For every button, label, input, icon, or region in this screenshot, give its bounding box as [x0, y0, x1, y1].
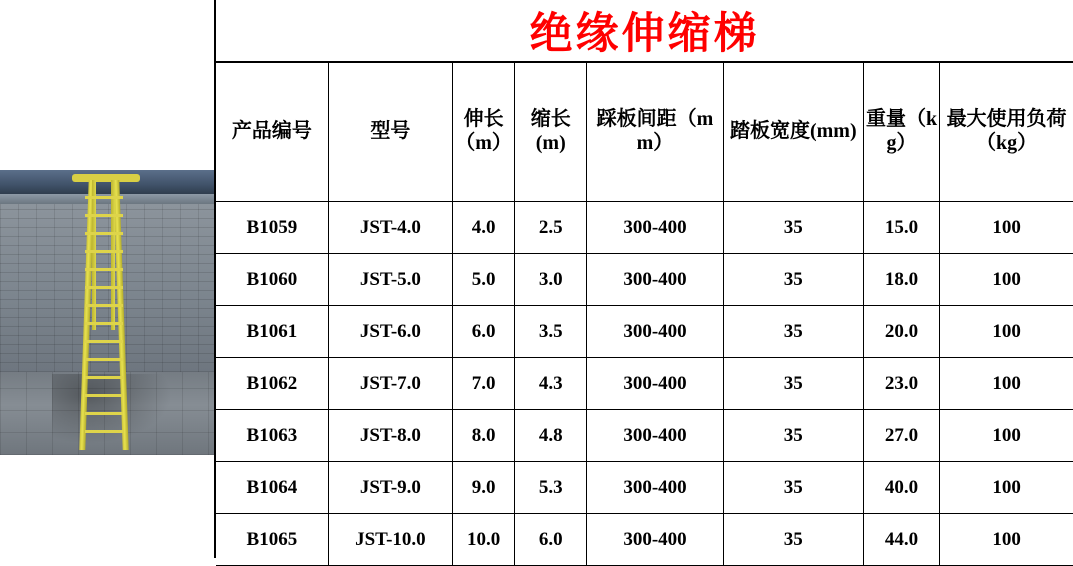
cell-model: JST-10.0: [328, 514, 452, 566]
cell-model: JST-9.0: [328, 462, 452, 514]
cell-product-code: B1064: [216, 462, 328, 514]
table-header-row: [216, 63, 1073, 202]
table-row: [216, 358, 1073, 410]
product-photo: [0, 170, 214, 455]
cell-weight: 15.0: [863, 202, 939, 254]
ladder-rung: [85, 232, 123, 235]
cell-model: JST-5.0: [328, 254, 452, 306]
cell-max-load: 100: [940, 410, 1073, 462]
cell-model: JST-4.0: [328, 202, 452, 254]
ladder-rung: [85, 412, 123, 415]
header-step-spacing: 踩板间距（mm）: [587, 63, 723, 202]
cell-step-width: 35: [723, 462, 863, 514]
spec-content: [216, 0, 1073, 558]
cell-weight: 23.0: [863, 358, 939, 410]
product-photo-panel: [0, 0, 216, 558]
cell-max-load: 100: [940, 306, 1073, 358]
ladder-rail-inner-right: [111, 180, 115, 330]
cell-extended-length: 8.0: [453, 410, 515, 462]
header-model: 型号: [328, 63, 452, 202]
cell-model: JST-6.0: [328, 306, 452, 358]
cell-step-spacing: 300-400: [587, 410, 723, 462]
cell-model: JST-8.0: [328, 410, 452, 462]
ladder-rail-right: [113, 180, 128, 450]
cell-weight: 40.0: [863, 462, 939, 514]
ladder-rung: [85, 268, 123, 271]
cell-step-spacing: 300-400: [587, 358, 723, 410]
table-row: [216, 410, 1073, 462]
header-step-width: 踏板宽度(mm): [723, 63, 863, 202]
cell-step-width: 35: [723, 202, 863, 254]
cell-retracted-length: 6.0: [515, 514, 587, 566]
ladder-rail-inner-left: [92, 180, 96, 330]
cell-extended-length: 6.0: [453, 306, 515, 358]
cell-step-spacing: 300-400: [587, 306, 723, 358]
cell-extended-length: 10.0: [453, 514, 515, 566]
ladder-rung: [85, 322, 123, 325]
cell-retracted-length: 2.5: [515, 202, 587, 254]
cell-step-spacing: 300-400: [587, 202, 723, 254]
ladder-rung: [85, 214, 123, 217]
cell-step-spacing: 300-400: [587, 514, 723, 566]
cell-max-load: 100: [940, 358, 1073, 410]
cell-product-code: B1063: [216, 410, 328, 462]
cell-step-width: 35: [723, 306, 863, 358]
cell-step-spacing: 300-400: [587, 254, 723, 306]
cell-max-load: 100: [940, 202, 1073, 254]
header-product-code: 产品编号: [216, 63, 328, 202]
ladder-rung: [85, 394, 123, 397]
cell-product-code: B1059: [216, 202, 328, 254]
cell-step-width: 35: [723, 254, 863, 306]
cell-weight: 20.0: [863, 306, 939, 358]
table-row: [216, 462, 1073, 514]
cell-step-width: 35: [723, 358, 863, 410]
cell-max-load: 100: [940, 514, 1073, 566]
header-weight: 重量（kg）: [863, 63, 939, 202]
ladder-rung: [85, 304, 123, 307]
ladder-rung: [85, 430, 123, 433]
ladder-rung: [85, 358, 123, 361]
header-extended-length: 伸长（m）: [453, 63, 515, 202]
cell-step-spacing: 300-400: [587, 462, 723, 514]
ladder-rung: [85, 196, 123, 199]
cell-retracted-length: 5.3: [515, 462, 587, 514]
cell-weight: 18.0: [863, 254, 939, 306]
ladder-rung: [85, 376, 123, 379]
ladder-rung: [85, 250, 123, 253]
table-row: [216, 254, 1073, 306]
cell-step-width: 35: [723, 410, 863, 462]
ladder-rung: [85, 340, 123, 343]
cell-product-code: B1062: [216, 358, 328, 410]
cell-model: JST-7.0: [328, 358, 452, 410]
header-max-load: 最大使用负荷（kg）: [940, 63, 1073, 202]
cell-max-load: 100: [940, 462, 1073, 514]
cell-step-width: 35: [723, 514, 863, 566]
header-retracted-length: 缩长(m): [515, 63, 587, 202]
page-title: 绝缘伸缩梯: [216, 0, 1073, 63]
cell-product-code: B1065: [216, 514, 328, 566]
table-row: [216, 306, 1073, 358]
cell-extended-length: 5.0: [453, 254, 515, 306]
ladder-illustration: [78, 180, 134, 450]
cell-weight: 27.0: [863, 410, 939, 462]
table-row: [216, 202, 1073, 254]
ladder-rung: [85, 286, 123, 289]
cell-retracted-length: 3.0: [515, 254, 587, 306]
cell-weight: 44.0: [863, 514, 939, 566]
cell-extended-length: 4.0: [453, 202, 515, 254]
cell-retracted-length: 4.8: [515, 410, 587, 462]
cell-product-code: B1060: [216, 254, 328, 306]
cell-extended-length: 7.0: [453, 358, 515, 410]
cell-retracted-length: 3.5: [515, 306, 587, 358]
cell-retracted-length: 4.3: [515, 358, 587, 410]
cell-extended-length: 9.0: [453, 462, 515, 514]
cell-product-code: B1061: [216, 306, 328, 358]
cell-max-load: 100: [940, 254, 1073, 306]
specification-table: [216, 63, 1073, 566]
